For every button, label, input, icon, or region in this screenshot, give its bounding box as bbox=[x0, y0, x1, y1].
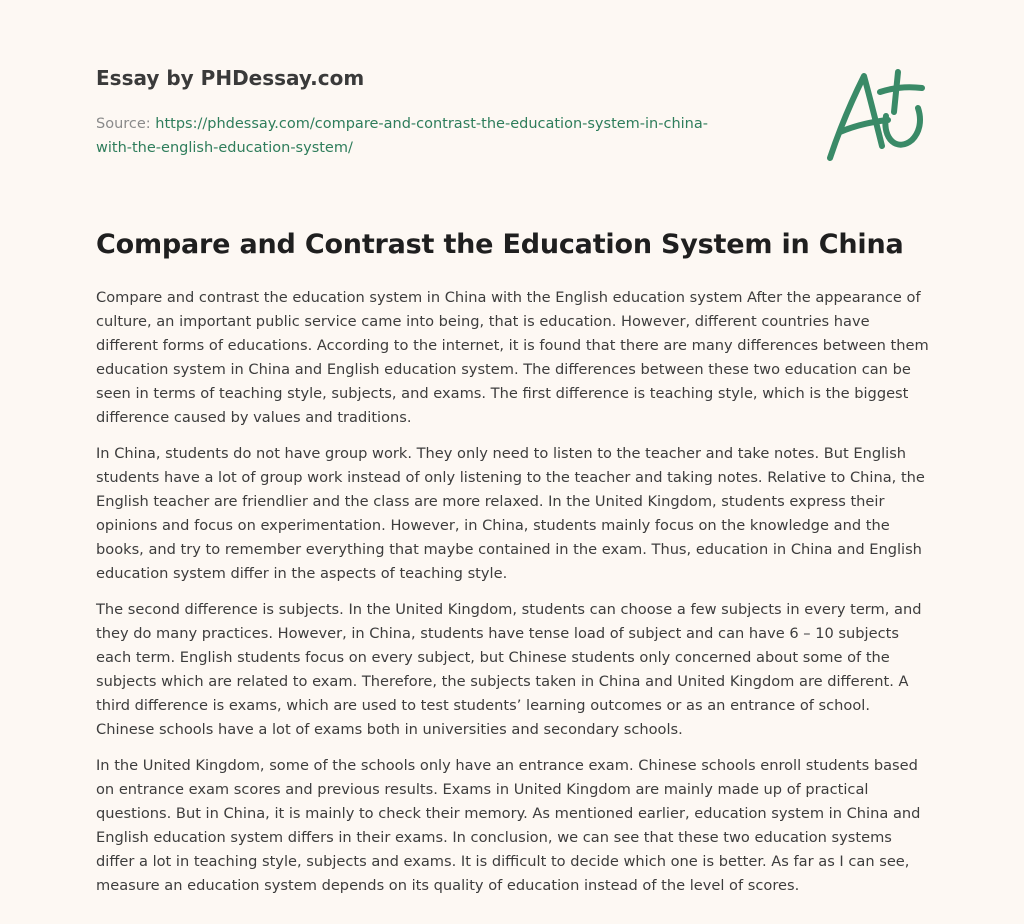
source-line bbox=[96, 112, 736, 160]
page-header bbox=[96, 64, 796, 160]
source-label: Source: bbox=[96, 116, 156, 132]
article-title: Compare and Contrast the Education System in China bbox=[96, 229, 904, 260]
article-paragraph-4: In the United Kingdom, some of the schools only have an entrance exam. Chinese schools enroll students based on entrance exam scores and previous results. Exams in United Kingdom are mainly made up of practical questions. But in China, it is mainly to check their memory. As mentioned earlier, education system in China and English education system differs in their exams. In conclusion, we can see that these two education systems differ a lot in teaching style, subjects and exams. It is difficult to decide which one is better. As far as I can see, measure an education system depends on its quality of education instead of the level of scores. bbox=[96, 757, 921, 894]
site-brand: Essay by PHDessay.com bbox=[96, 66, 365, 90]
article bbox=[96, 226, 930, 910]
article-paragraph-3: The second difference is subjects. In the United Kingdom, students can choose a few subjects in every term, and they do many practices. However, in China, students have tense load of subject and can have 6 – 10 subjects each term. English students focus on every subject, but Chinese students only concerned about some of the subjects which are related to exam. Therefore, the subjects taken in China and United Kingdom are different. A third difference is exams, which are used to test students’ learning outcomes or as an entrance of school. Chinese schools have a lot of exams both in universities and secondary schools. bbox=[96, 601, 922, 738]
article-paragraph-1: Compare and contrast the education system in China with the English education system After the appearance of culture, an important public service came into being, that is education. However, different countries have different forms of educations. According to the internet, it is found that there are many differences between them education system in China and English education system. The differences between these two education can be seen in terms of teaching style, subjects, and exams. The first difference is teaching style, which is the biggest difference caused by values and traditions. bbox=[96, 289, 929, 426]
a-plus-logo-icon bbox=[818, 66, 930, 166]
article-paragraph-2: In China, students do not have group work. They only need to listen to the teacher and take notes. But English students have a lot of group work instead of only listening to the teacher and taking notes. Relative to China, the English teacher are friendlier and the class are more relaxed. In the United Kingdom, students express their opinions and focus on experimentation. However, in China, students mainly focus on the knowledge and the books, and try to remember everything that maybe contained in the exam. Thus, education in China and English education system differ in the aspects of teaching style. bbox=[96, 445, 925, 582]
source-link[interactable]: https://phdessay.com/compare-and-contrast-the-education-system-in-china-with-the-english-education-system/ bbox=[96, 116, 708, 156]
